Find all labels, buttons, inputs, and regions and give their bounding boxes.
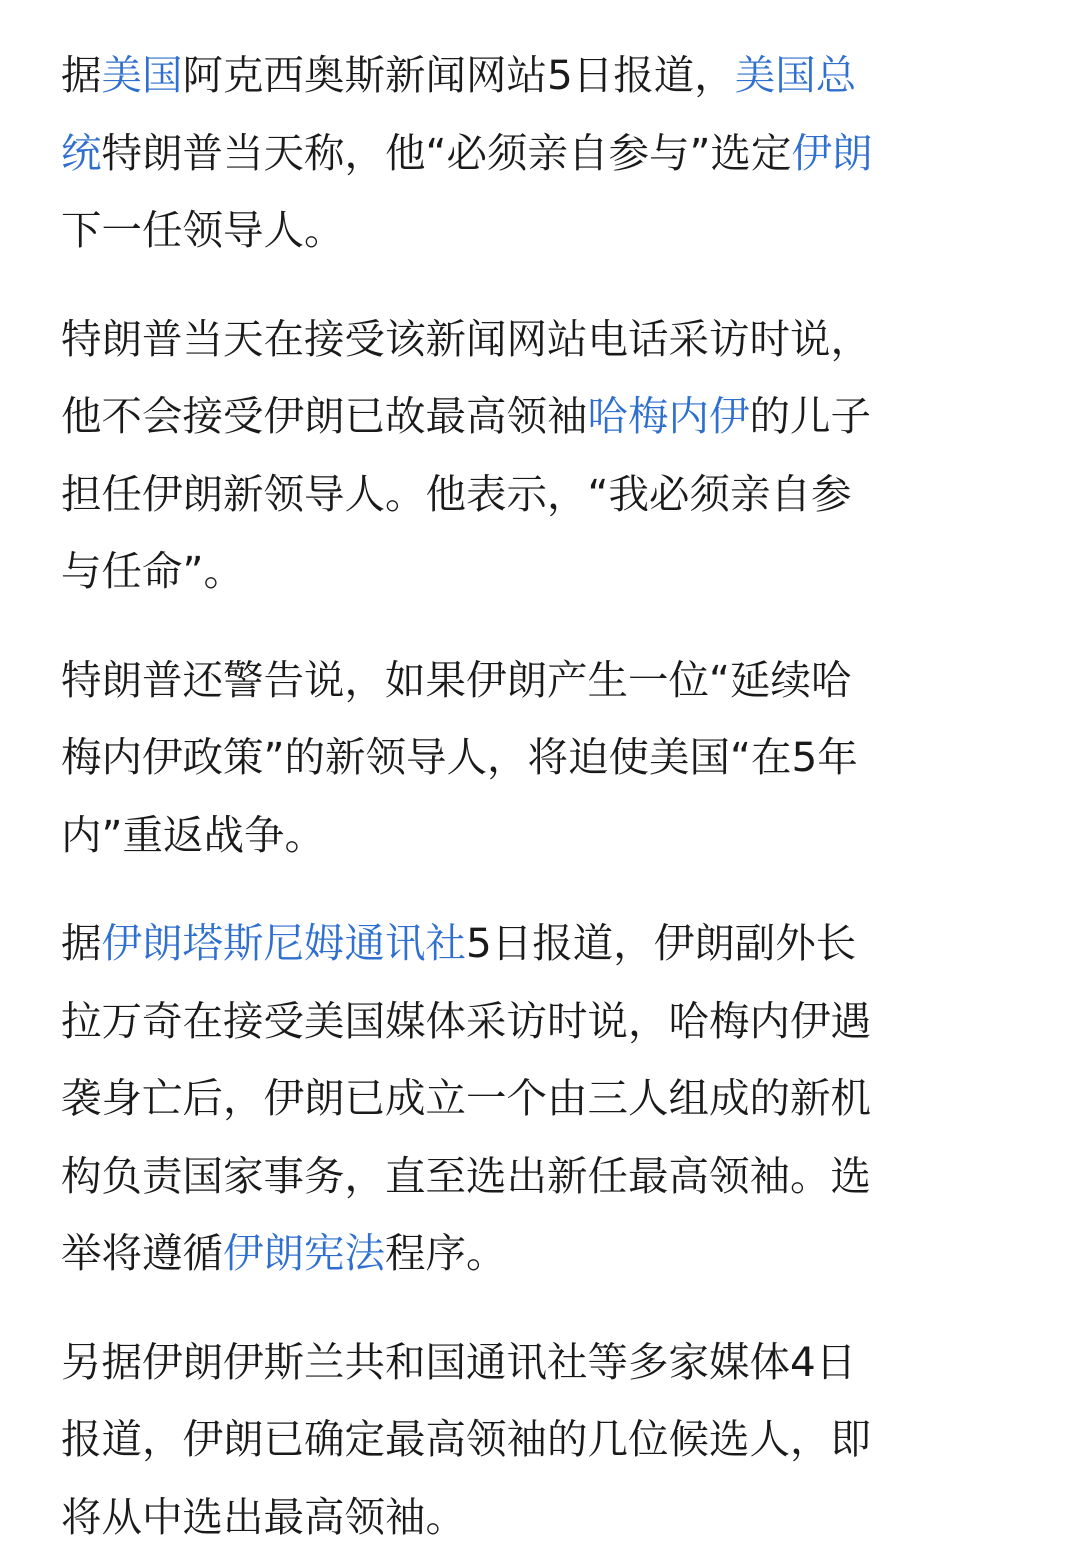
text-segment: 另据伊朗伊斯兰共和国通讯社等多家媒体4日	[61, 1337, 857, 1386]
text-line	[61, 308, 871, 370]
text-line	[61, 990, 871, 1052]
text-segment: 报道，伊朗已确定最高领袖的几位候选人，即	[61, 1415, 871, 1463]
text-segment: 担任伊朗新领导人。他表示，“我必须亲自参	[61, 469, 852, 518]
text-line	[61, 44, 856, 106]
text-segment: 内”重返战争。	[61, 810, 325, 859]
text-segment: 据	[61, 919, 102, 967]
inline-link[interactable]: 美国总	[734, 51, 857, 99]
text-line	[61, 1408, 871, 1470]
inline-link[interactable]: 美国	[101, 51, 183, 99]
text-segment: 与任命”。	[61, 547, 244, 595]
text-segment: 5日报道，伊朗副外长	[466, 919, 857, 967]
text-line	[61, 726, 858, 788]
text-segment: 特朗普当天称，他“必须亲自参与”选定	[101, 128, 792, 177]
text-segment: 特朗普当天在接受该新闻网站电话采访时说，	[61, 314, 871, 363]
inline-link[interactable]: 伊朗宪法	[223, 1229, 385, 1277]
text-segment: 举将遵循	[61, 1229, 223, 1277]
text-line	[61, 1067, 871, 1129]
inline-link[interactable]: 伊朗塔斯尼姆通讯社	[101, 919, 466, 967]
inline-link[interactable]: 伊朗	[791, 128, 873, 177]
text-line	[61, 540, 244, 602]
text-segment: 特朗普还警告说，如果伊朗产生一位“延续哈	[61, 655, 852, 704]
text-line	[61, 649, 851, 711]
text-segment: 下一任领导人。	[61, 206, 345, 254]
text-segment: 梅内伊政策”的新领导人，将迫使美国“在5年	[61, 733, 858, 781]
inline-link[interactable]: 统	[61, 128, 102, 177]
text-segment: 他不会接受伊朗已故最高领袖	[61, 392, 588, 440]
text-line	[61, 1331, 856, 1393]
text-segment: 的儿子	[749, 392, 871, 440]
text-line	[61, 463, 851, 525]
text-line	[61, 199, 345, 261]
text-segment: 程序。	[385, 1229, 507, 1277]
text-line	[61, 804, 325, 866]
text-segment: 袭身亡后，伊朗已成立一个由三人组成的新机	[61, 1074, 871, 1122]
text-line	[61, 1222, 507, 1284]
text-segment: 将从中选出最高领袖。	[61, 1492, 466, 1541]
text-segment: 据	[61, 51, 102, 99]
text-segment: 阿克西奥斯新闻网站5日报道，	[182, 51, 735, 99]
inline-link[interactable]: 哈梅内伊	[587, 392, 750, 440]
text-segment: 拉万奇在接受美国媒体采访时说，哈梅内伊遇	[61, 996, 871, 1045]
text-segment: 构负责国家事务，直至选出新任最高领袖。选	[61, 1151, 871, 1200]
text-line	[61, 912, 856, 974]
text-line	[61, 1145, 871, 1207]
text-line	[61, 122, 872, 184]
text-line	[61, 385, 871, 447]
text-line	[61, 1486, 466, 1548]
